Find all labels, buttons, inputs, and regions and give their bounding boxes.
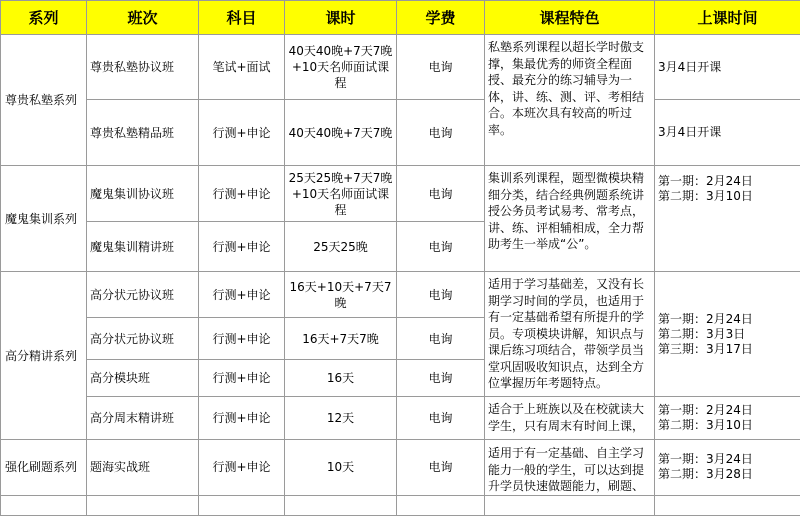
class-cell: 尊贵私塾协议班 bbox=[87, 35, 199, 100]
header-series: 系列 bbox=[1, 1, 87, 35]
subject-cell: 行测+申论 bbox=[199, 318, 285, 360]
subject-cell: 行测+申论 bbox=[199, 397, 285, 440]
empty-cell bbox=[285, 495, 397, 515]
series-cell: 高分精讲系列 bbox=[1, 272, 87, 440]
class-cell: 高分周末精讲班 bbox=[87, 397, 199, 440]
table-row bbox=[1, 272, 800, 318]
table-row bbox=[1, 495, 800, 515]
time-cell bbox=[655, 272, 800, 397]
time-text: 第一期：2月24日 第二期：3月10日 bbox=[658, 403, 753, 432]
fee-cell: 电询 bbox=[397, 35, 485, 100]
hours-cell: 16天 bbox=[285, 360, 397, 397]
feature-cell: 适用于学习基础差，又没有长期学习时间的学员，也适用于有一定基础希望有所提升的学员。专项模块讲解，知识点与课后练习项结合，带领学员当堂巩固吸收知识点，达到全方位掌握历年考题特点。 bbox=[485, 272, 655, 397]
time-text: 第一期：3月24日 第二期：3月28日 bbox=[658, 452, 753, 482]
hours-text: 40天40晚+7天7晚 +10天名师面试课程 bbox=[288, 44, 393, 90]
series-cell: 尊贵私塾系列 bbox=[1, 35, 87, 166]
time-text: 第一期：2月24日 第二期：3月3日 第三期：3月17日 bbox=[658, 311, 753, 356]
class-cell: 高分状元协议班 bbox=[87, 272, 199, 318]
fee-cell: 电询 bbox=[397, 360, 485, 397]
fee-cell: 电询 bbox=[397, 272, 485, 318]
header-time: 上课时间 bbox=[655, 1, 800, 35]
empty-cell bbox=[655, 495, 800, 515]
time-cell: 3月4日开课 bbox=[655, 35, 800, 100]
fee-cell: 电询 bbox=[397, 440, 485, 496]
hours-cell: 16天+10天+7天7晚 bbox=[285, 272, 397, 318]
feature-cell: 私塾系列课程以超长学时傲支撑，集最优秀的师资全程面授、最充分的练习辅导为一体，讲、练、测、评、考相结合。本班次具有较高的听过率。 bbox=[485, 35, 655, 166]
feature-cell: 适合于上班族以及在校就读大学生，只有周末有时间上课， bbox=[485, 397, 655, 440]
feature-cell: 适用于有一定基础、自主学习能力一般的学生，可以达到提升学员快速做题能力，刷题、 bbox=[485, 440, 655, 496]
subject-cell: 行测+申论 bbox=[199, 222, 285, 272]
table-row bbox=[1, 100, 800, 166]
hours-cell: 12天 bbox=[285, 397, 397, 440]
fee-cell: 电询 bbox=[397, 222, 485, 272]
fee-cell: 电询 bbox=[397, 166, 485, 222]
empty-cell bbox=[199, 495, 285, 515]
subject-cell: 行测+申论 bbox=[199, 440, 285, 496]
feature-cell: 集训系列课程，题型微模块精细分类，结合经典例题系统讲授公务员考试易考、常考点，讲、练、评相辅相成，全力帮助考生一举成“公”。 bbox=[485, 166, 655, 272]
header-fee: 学费 bbox=[397, 1, 485, 35]
subject-cell: 行测+申论 bbox=[199, 272, 285, 318]
header-row bbox=[1, 1, 800, 35]
hours-cell: 10天 bbox=[285, 440, 397, 496]
table-row bbox=[1, 397, 800, 440]
table-row bbox=[1, 35, 800, 100]
subject-cell: 行测+申论 bbox=[199, 166, 285, 222]
subject-cell: 行测+申论 bbox=[199, 360, 285, 397]
subject-cell: 笔试+面试 bbox=[199, 35, 285, 100]
header-class: 班次 bbox=[87, 1, 199, 35]
time-cell bbox=[655, 440, 800, 496]
class-cell: 魔鬼集训协议班 bbox=[87, 166, 199, 222]
class-cell: 尊贵私塾精品班 bbox=[87, 100, 199, 166]
empty-cell bbox=[397, 495, 485, 515]
time-cell bbox=[655, 397, 800, 440]
hours-text: 25天25晚+7天7晚 +10天名师面试课程 bbox=[288, 170, 393, 217]
empty-cell bbox=[1, 495, 87, 515]
class-cell: 题海实战班 bbox=[87, 440, 199, 496]
class-cell: 高分模块班 bbox=[87, 360, 199, 397]
table-row bbox=[1, 440, 800, 496]
table-row bbox=[1, 166, 800, 222]
class-cell: 魔鬼集训精讲班 bbox=[87, 222, 199, 272]
hours-cell: 40天40晚+7天7晚 bbox=[285, 100, 397, 166]
time-text: 第一期：2月24日 第二期：3月10日 bbox=[658, 174, 753, 203]
hours-cell bbox=[285, 166, 397, 222]
header-hours: 课时 bbox=[285, 1, 397, 35]
header-subject: 科目 bbox=[199, 1, 285, 35]
subject-cell: 行测+申论 bbox=[199, 100, 285, 166]
class-cell: 高分状元协议班 bbox=[87, 318, 199, 360]
series-cell: 魔鬼集训系列 bbox=[1, 166, 87, 272]
empty-cell bbox=[87, 495, 199, 515]
hours-cell: 16天+7天7晚 bbox=[285, 318, 397, 360]
fee-cell: 电询 bbox=[397, 100, 485, 166]
fee-cell: 电询 bbox=[397, 318, 485, 360]
hours-cell bbox=[285, 35, 397, 100]
hours-cell: 25天25晚 bbox=[285, 222, 397, 272]
empty-cell bbox=[485, 495, 655, 515]
series-cell: 强化刷题系列 bbox=[1, 440, 87, 496]
time-cell: 3月4日开课 bbox=[655, 100, 800, 166]
time-cell bbox=[655, 166, 800, 272]
header-feature: 课程特色 bbox=[485, 1, 655, 35]
fee-cell: 电询 bbox=[397, 397, 485, 440]
